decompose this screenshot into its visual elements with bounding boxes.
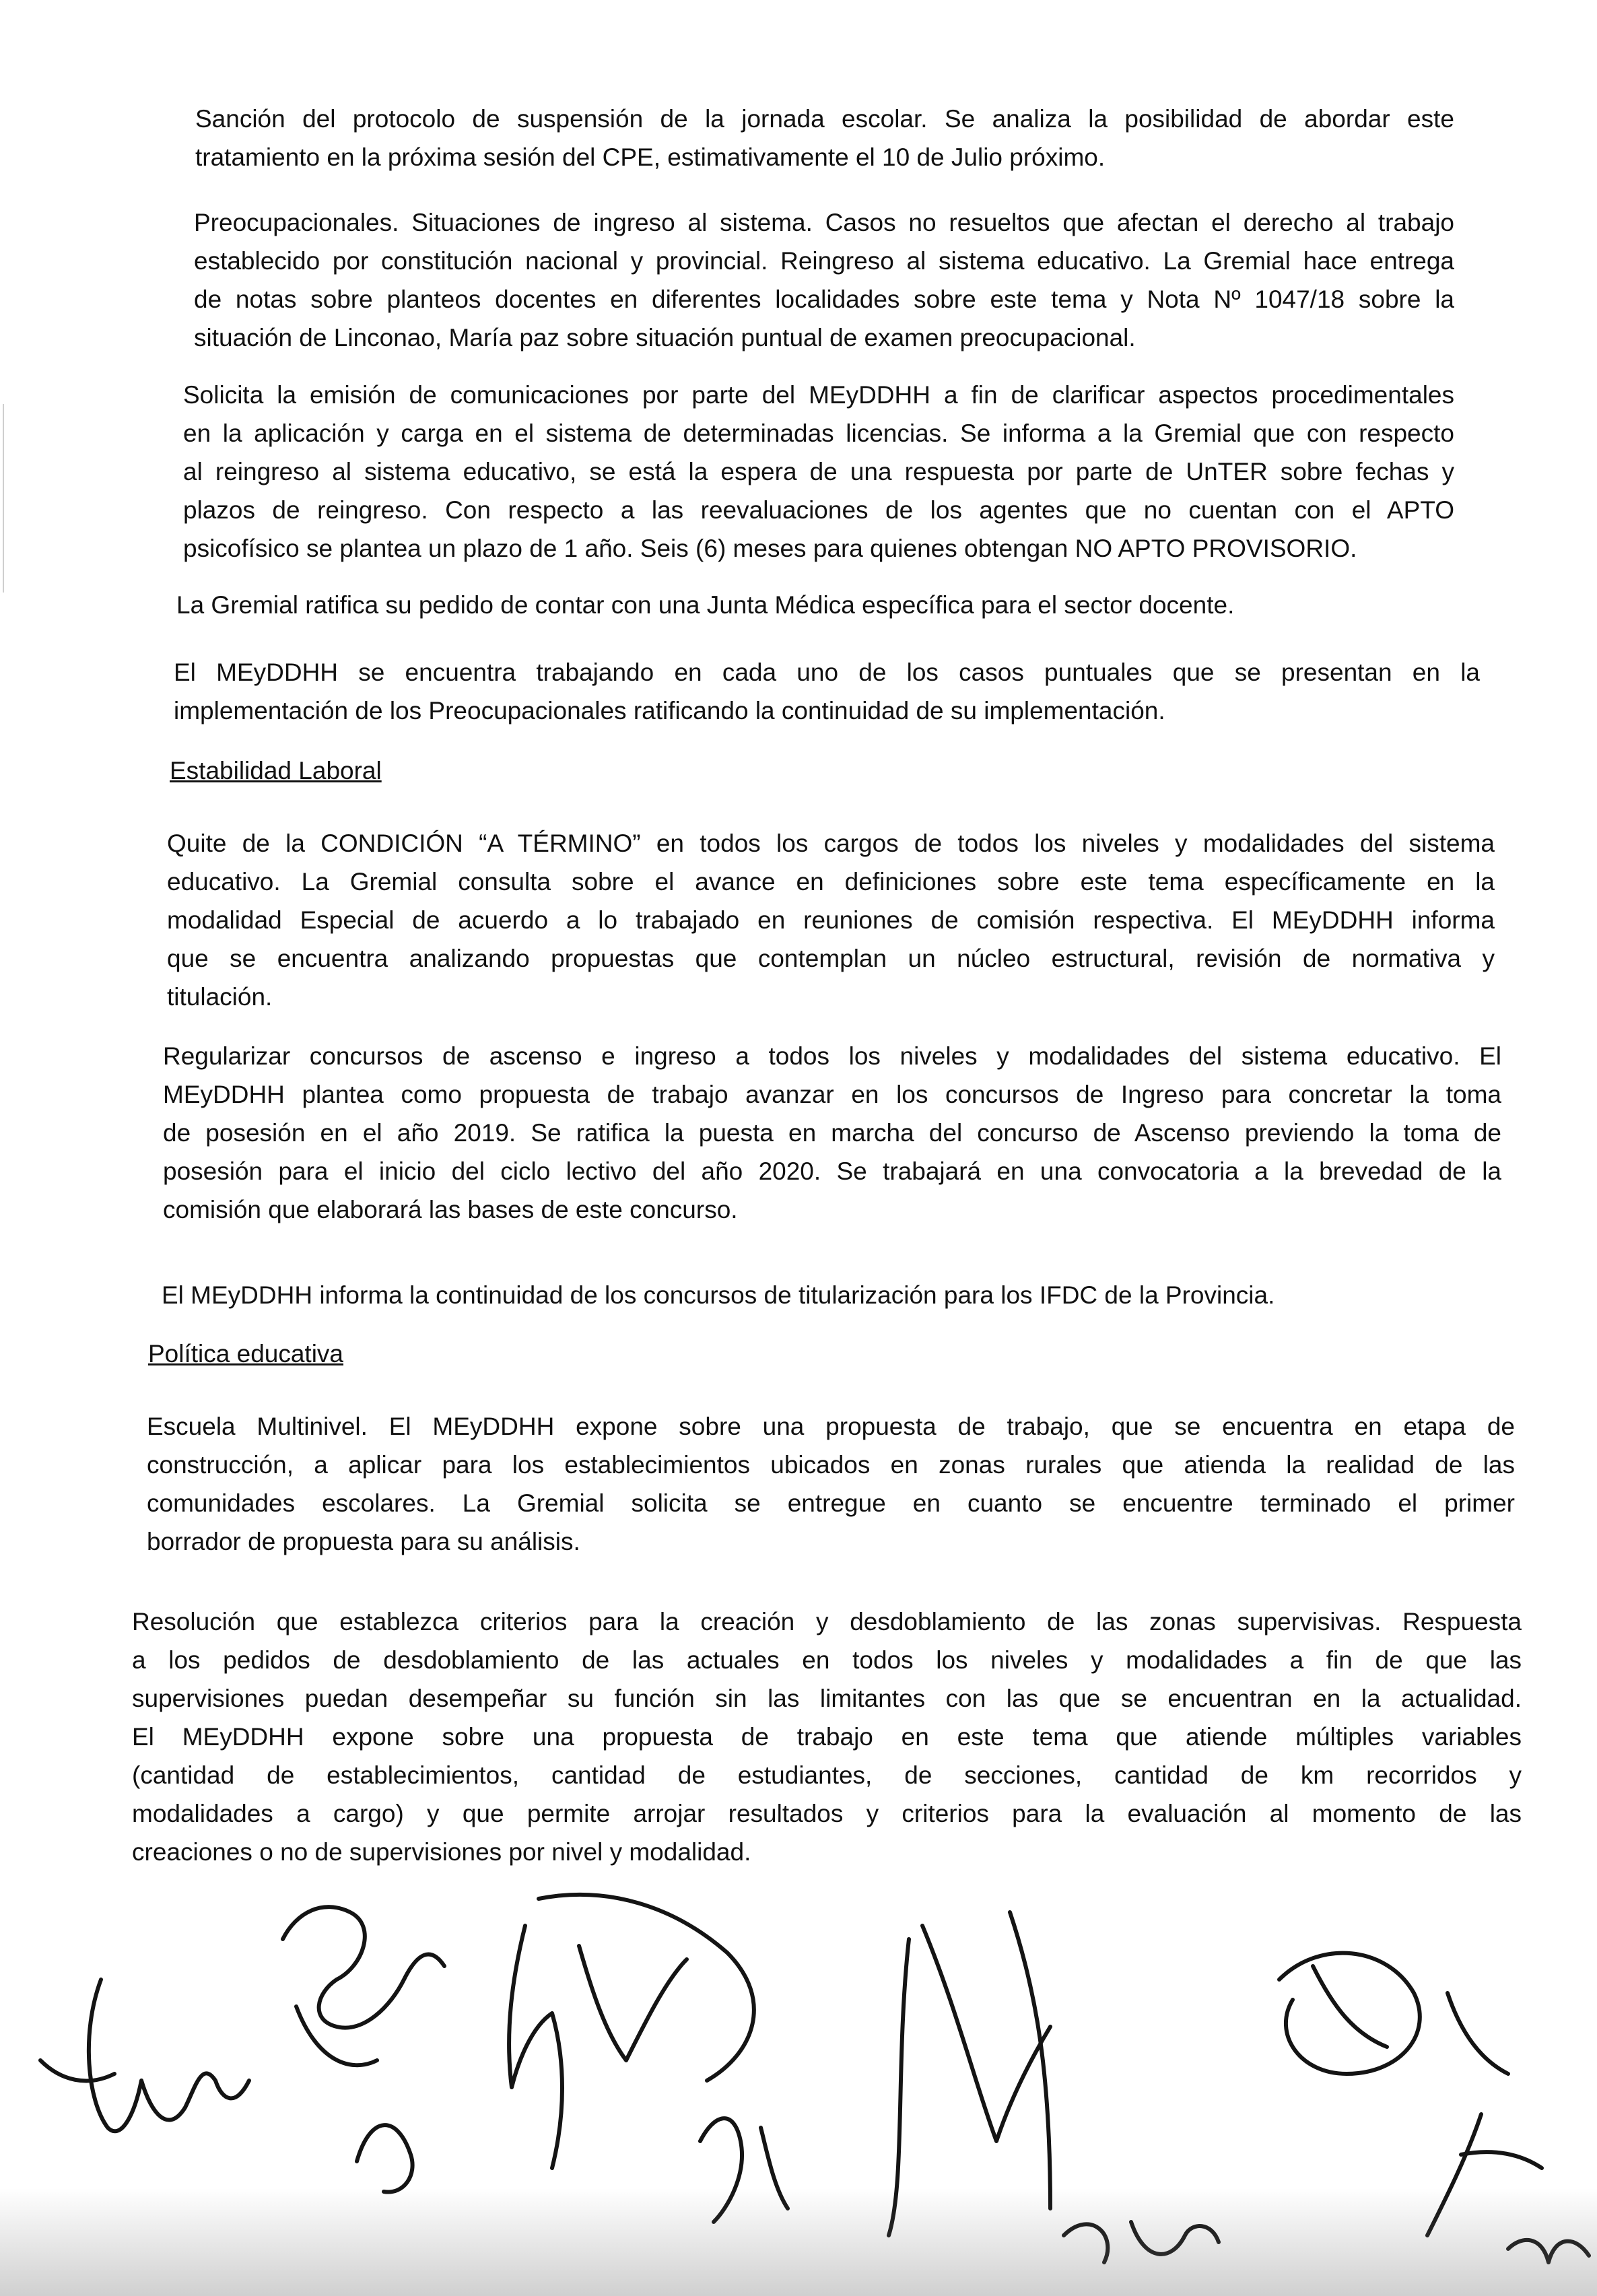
text-line: posesión para el inicio del ciclo lectivo del año 2020. Se trabajará en una convocatoria a la brevedad de la — [163, 1157, 1501, 1185]
text-line: situación de Linconao, María paz sobre situación puntual de examen preocupacional. — [194, 324, 1136, 351]
signature-1-tail — [40, 2060, 114, 2081]
text-line: implementación de los Preocupacionales ratificando la continuidad de su implementación. — [174, 697, 1165, 724]
text-line: que se encuentra analizando propuestas que contemplan un núcleo estructural, revisión de normativa y — [167, 945, 1495, 972]
text-line: a los pedidos de desdoblamiento de las actuales en todos los niveles y modalidades a fin de que las — [132, 1646, 1522, 1674]
signature-1 — [89, 1980, 249, 2131]
signature-stroke — [922, 1926, 1050, 2141]
text-line: comisión que elaborará las bases de este concurso. — [163, 1196, 738, 1223]
text-line: Sanción del protocolo de suspensión de la jornada escolar. Se analiza la posibilidad de abordar este — [195, 105, 1454, 133]
text-line: en la aplicación y carga en el sistema de determinadas licencias. Se informa a la Gremial que con respecto — [183, 419, 1454, 447]
text-line: creaciones o no de supervisiones por nivel y modalidad. — [132, 1838, 751, 1866]
paragraph-casos-puntuales — [174, 653, 1480, 730]
paragraph-comunicaciones — [183, 376, 1454, 568]
text-line: de notas sobre planteos docentes en diferentes localidades sobre este tema y Nota Nº 1047/18 sobre la — [194, 285, 1454, 313]
text-line: establecido por constitución nacional y provincial. Reingreso al sistema educativo. La Gremial hace entrega — [194, 247, 1454, 275]
section-heading-politica-educativa: Política educativa — [148, 1340, 344, 1368]
text-line: al reingreso al sistema educativo, se está la espera de una respuesta por parte de UnTER sobre fechas y — [183, 458, 1454, 485]
signature-3-b — [579, 1946, 687, 2060]
signature-stroke — [539, 1895, 754, 2081]
text-line: Solicita la emisión de comunicaciones por parte del MEyDDHH a fin de clarificar aspectos procedimentales — [183, 381, 1454, 409]
text-line: Escuela Multinivel. El MEyDDHH expone sobre una propuesta de trabajo, que se encuentra en etapa de — [147, 1413, 1515, 1440]
signature-2 — [283, 1907, 444, 2027]
text-line: La Gremial ratifica su pedido de contar con una Junta Médica específica para el sector docente. — [176, 591, 1235, 619]
scan-bottom-shadow — [0, 2188, 1597, 2296]
section-heading-estabilidad-laboral: Estabilidad Laboral — [170, 757, 382, 784]
text-line: El MEyDDHH informa la continuidad de los concursos de titularización para los IFDC de la Provincia. — [162, 1281, 1275, 1309]
text-line: modalidad Especial de acuerdo a lo trabajado en reuniones de comisión respectiva. El MEyDDHH informa — [167, 906, 1495, 934]
text-line: psicofísico se plantea un plazo de 1 año. Seis (6) meses para quienes obtengan NO APTO PROVISORIO. — [183, 535, 1357, 562]
paragraph-zonas-supervisivas — [132, 1602, 1522, 1871]
signature-6-b — [1313, 1966, 1387, 2047]
text-line: de posesión en el año 2019. Se ratifica la puesta en marcha del concurso de Ascenso previendo la toma de — [163, 1119, 1501, 1147]
text-line: El MEyDDHH expone sobre una propuesta de trabajo en este tema que atiende múltiples variables — [132, 1723, 1522, 1751]
paragraph-condicion-a-termino — [167, 824, 1495, 1016]
text-line: El MEyDDHH se encuentra trabajando en cada uno de los casos puntuales que se presentan en la — [174, 659, 1480, 686]
text-line: educativo. La Gremial consulta sobre el avance en definiciones sobre este tema específicamente en la — [167, 868, 1495, 896]
paragraph-escuela-multinivel — [147, 1407, 1515, 1561]
text-line: Regularizar concursos de ascenso e ingreso a todos los niveles y modalidades del sistema educativo. El — [163, 1042, 1501, 1070]
text-line: supervisiones puedan desempeñar su función sin las limitantes con las que se encuentran en la actualidad. — [132, 1685, 1522, 1712]
scan-edge-mark — [3, 404, 4, 593]
text-line: modalidades a cargo) y que permite arrojar resultados y criterios para la evaluación al momento de las — [132, 1800, 1522, 1827]
text-line: titulación. — [167, 983, 273, 1011]
text-line: tratamiento en la próxima sesión del CPE, estimativamente el 10 de Julio próximo. — [195, 143, 1106, 171]
signature-3 — [509, 1926, 562, 2168]
text-line: MEyDDHH plantea como propuesta de trabajo avanzar en los concursos de Ingreso para concretar la toma — [163, 1081, 1501, 1108]
text-line: construcción, a aplicar para los establecimientos ubicados en zonas rurales que atienda la realidad de las — [147, 1451, 1515, 1479]
text-line: comunidades escolares. La Gremial solicita se entregue en cuanto se encuentre terminado el primer — [147, 1489, 1515, 1517]
paragraph-suspension-protocol — [195, 100, 1454, 176]
text-line: borrador de propuesta para su análisis. — [147, 1528, 580, 1555]
signature-2-lower — [357, 2125, 413, 2192]
paragraph-junta-medica — [176, 586, 1456, 624]
paragraph-concursos-ascenso — [163, 1037, 1501, 1229]
text-line: Resolución que establezca criterios para la creación y desdoblamiento de las zonas supervisivas. Respuesta — [132, 1608, 1522, 1635]
text-line: (cantidad de establecimientos, cantidad de estudiantes, de secciones, cantidad de km recorridos y — [132, 1761, 1522, 1789]
text-line: Quite de la CONDICIÓN “A TÉRMINO” en todos los cargos de todos los niveles y modalidades del sistema — [167, 830, 1495, 857]
signature-6-c — [1448, 1993, 1508, 2074]
text-line: plazos de reingreso. Con respecto a las reevaluaciones de los agentes que no cuentan con el APTO — [183, 496, 1454, 524]
paragraph-preocupacionales — [194, 203, 1454, 357]
signature-2-flourish — [296, 2006, 377, 2065]
text-line: Preocupacionales. Situaciones de ingreso al sistema. Casos no resueltos que afectan el derecho al trabajo — [194, 209, 1454, 236]
signature-6 — [1279, 1953, 1420, 2074]
paragraph-titularizacion-ifdc — [162, 1276, 1501, 1314]
